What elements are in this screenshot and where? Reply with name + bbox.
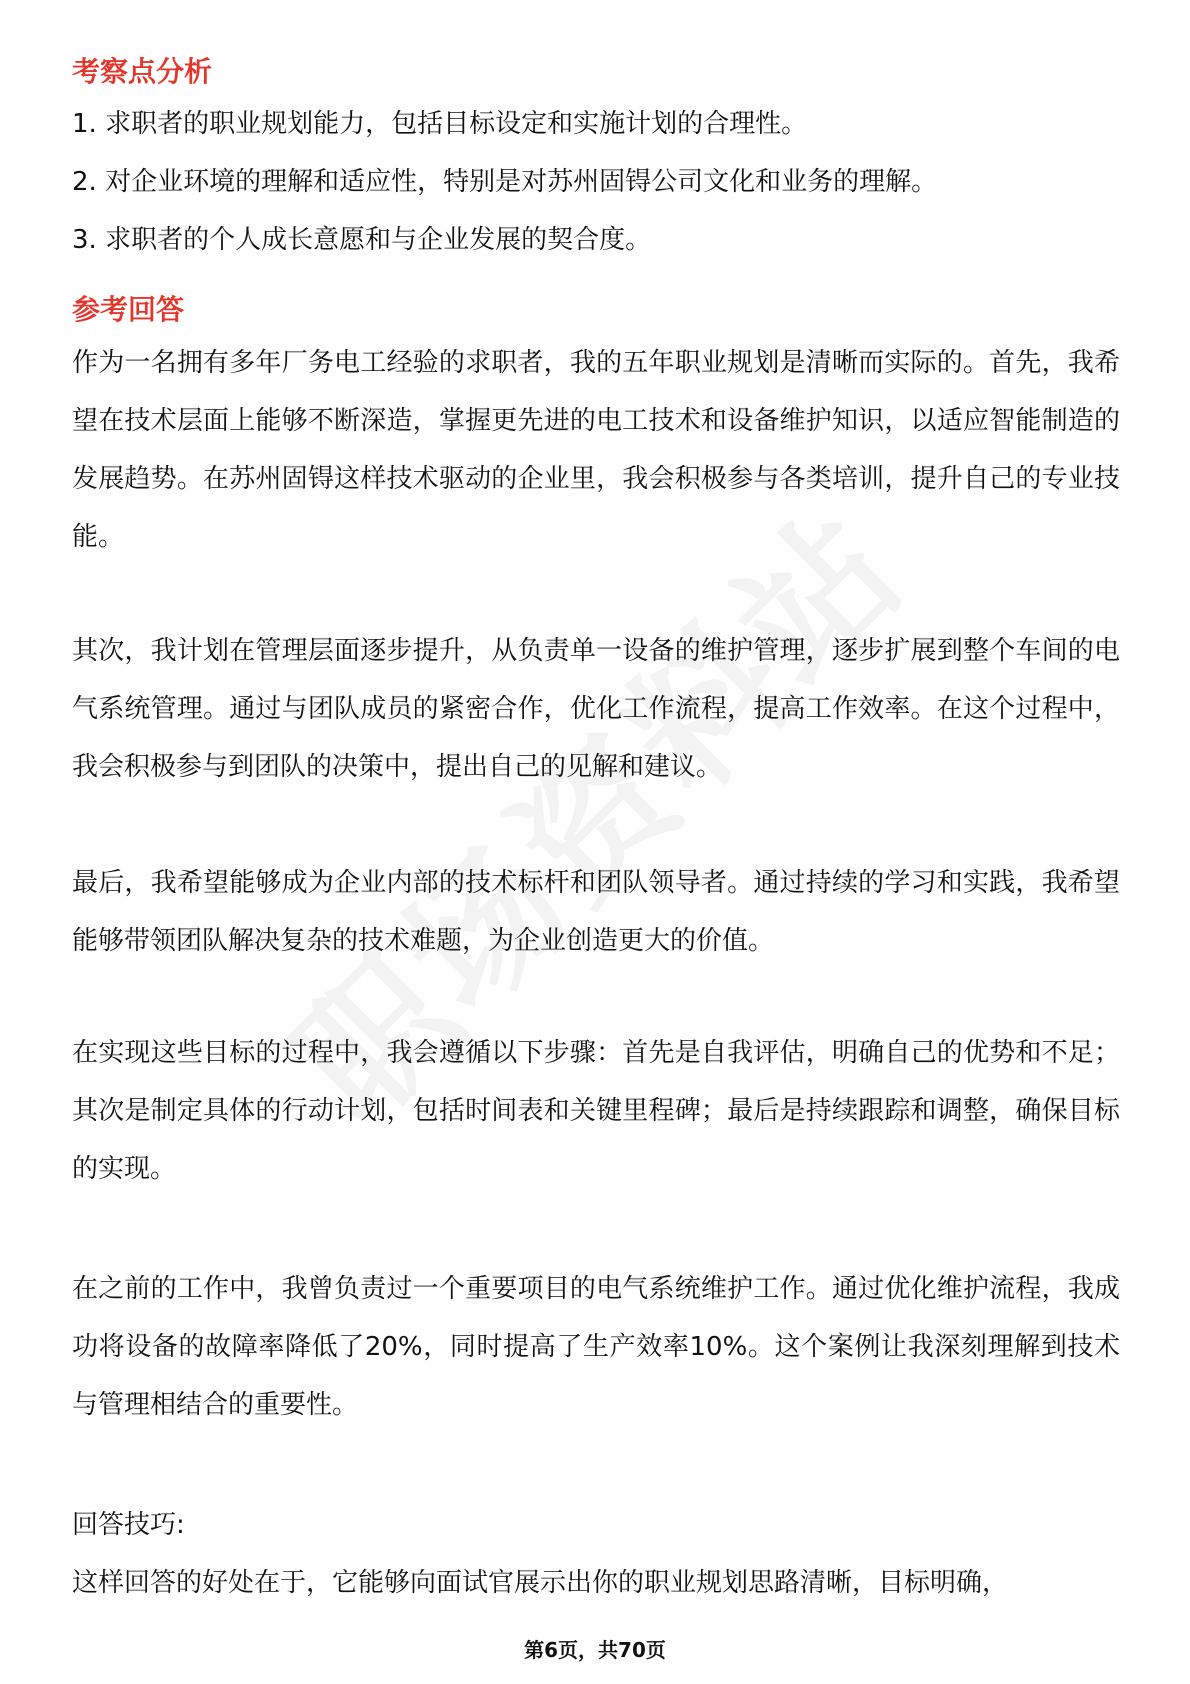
answer-paragraph-4: 在实现这些目标的过程中，我会遵循以下步骤：首先是自我评估，明确自己的优势和不足；其次是制定具体的行动计划，包括时间表和关键里程碑；最后是持续跟踪和调整，确保目标的实现。 (72, 1038, 1120, 1184)
section-title-analysis: 考察点分析 (72, 55, 213, 88)
tips-text: 这样回答的好处在于，它能够向面试官展示出你的职业规划思路清晰，目标明确， (72, 1568, 1009, 1598)
answer-paragraph-2: 其次，我计划在管理层面逐步提升，从负责单一设备的维护管理，逐步扩展到整个车间的电气系统管理。通过与团队成员的紧密合作，优化工作流程，提高工作效率。在这个过程中，我会积极参与到团队的决策中，提出自己的见解和建议。 (72, 636, 1120, 782)
analysis-item-2: 2. 对企业环境的理解和适应性，特别是对苏州固锝公司文化和业务的理解。 (72, 167, 938, 197)
answer-paragraph-5: 在之前的工作中，我曾负责过一个重要项目的电气系统维护工作。通过优化维护流程，我成功将设备的故障率降低了20%，同时提高了生产效率10%。这个案例让我深刻理解到技术与管理相结合的重要性。 (72, 1274, 1120, 1420)
page-number: 第6页，共70页 (524, 1638, 666, 1662)
analysis-item-1: 1. 求职者的职业规划能力，包括目标设定和实施计划的合理性。 (72, 109, 808, 139)
answer-paragraph-1: 作为一名拥有多年厂务电工经验的求职者，我的五年职业规划是清晰而实际的。首先，我希望在技术层面上能够不断深造，掌握更先进的电工技术和设备维护知识，以适应智能制造的发展趋势。在苏州固锝这样技术驱动的企业里，我会积极参与各类培训，提升自己的专业技能。 (72, 348, 1120, 552)
tips-label: 回答技巧: (72, 1510, 185, 1540)
analysis-item-3: 3. 求职者的个人成长意愿和与企业发展的契合度。 (72, 225, 652, 255)
answer-paragraph-3: 最后，我希望能够成为企业内部的技术标杆和团队领导者。通过持续的学习和实践，我希望能够带领团队解决复杂的技术难题，为企业创造更大的价值。 (72, 868, 1120, 956)
section-title-reference-answer: 参考回答 (72, 293, 185, 326)
